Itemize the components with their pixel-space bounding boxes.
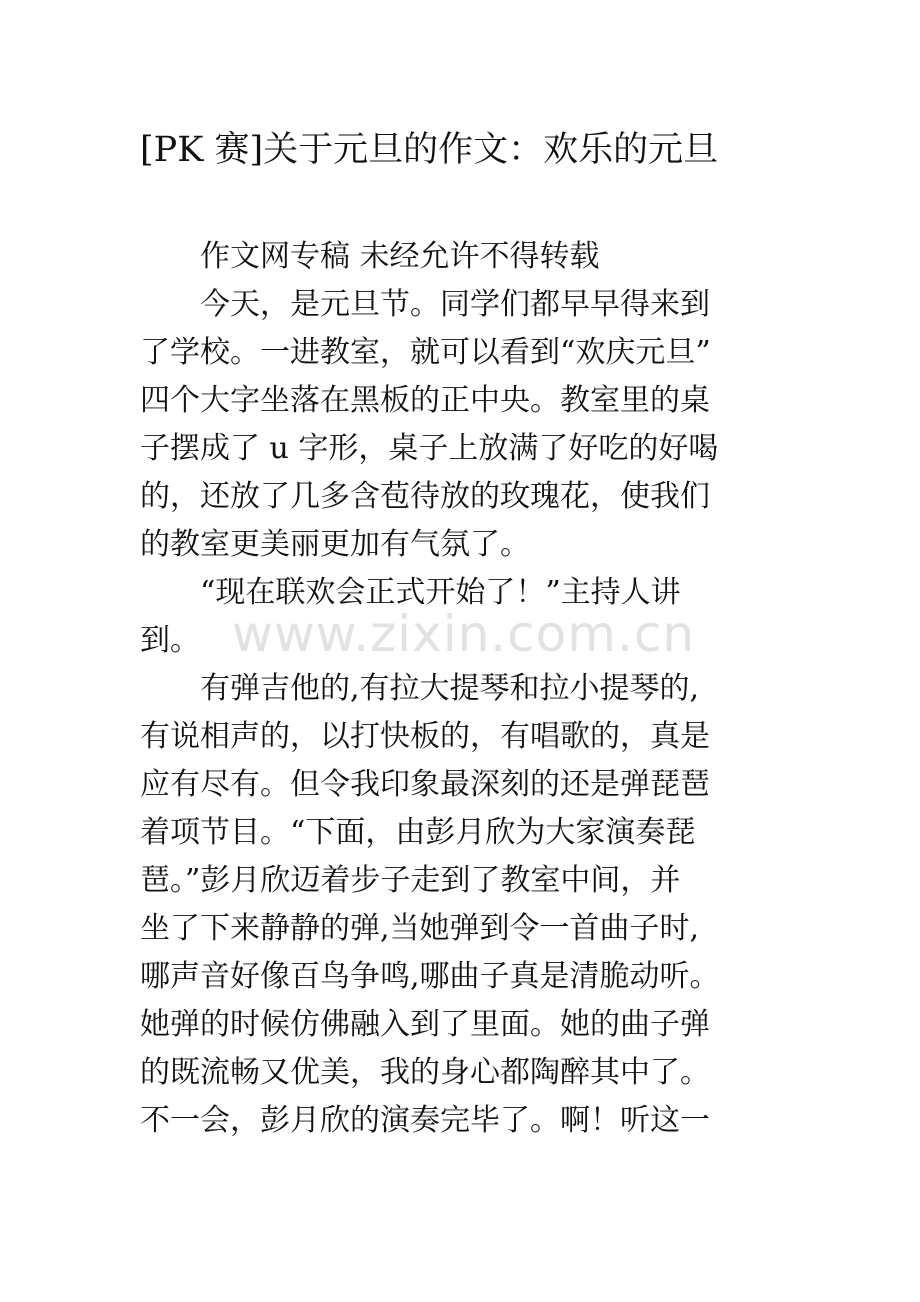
body-line: 琶。”彭月欣迈着步子走到了教室中间，并 — [140, 863, 681, 898]
document-title: [PK 赛]关于元旦的作文：欢乐的元旦 — [140, 130, 719, 170]
body-line: 哪声音好像百鸟争鸣,哪曲子真是清脆动听。 — [140, 959, 720, 994]
body-line: 有弹吉他的,有拉大提琴和拉小提琴的, — [140, 671, 700, 706]
body-line: 有说相声的，以打快板的，有唱歌的，真是 — [140, 719, 710, 754]
body-line: 的，还放了几多含苞待放的玫瑰花，使我们 — [140, 479, 710, 514]
body-line: 应有尽有。但令我印象最深刻的还是弹琵琶 — [140, 767, 710, 802]
body-line: 子摆成了 u 字形，桌子上放满了好吃的好喝 — [140, 431, 719, 466]
body-line: 四个大字坐落在黑板的正中央。教室里的桌 — [140, 383, 710, 418]
body-line: 坐了下来静静的弹,当她弹到令一首曲子时, — [140, 911, 700, 946]
body-line: 的教室更美丽更加有气氛了。 — [140, 527, 530, 562]
body-line: “现在联欢会正式开始了！”主持人讲 — [140, 575, 681, 610]
body-line: 的既流畅又优美，我的身心都陶醉其中了。 — [140, 1055, 710, 1090]
body-line: 了学校。一进教室，就可以看到“欢庆元旦” — [140, 335, 711, 370]
body-line: 到。 — [140, 623, 200, 658]
body-line: 她弹的时候仿佛融入到了里面。她的曲子弹 — [140, 1007, 710, 1042]
body-line: 着项节目。“下面，由彭月欣为大家演奏琵 — [140, 815, 696, 850]
body-line: 今天，是元旦节。同学们都早早得来到 — [140, 287, 710, 322]
body-line-byline: 作文网专稿 未经允许不得转载 — [140, 239, 600, 274]
watermark: www.zixin.com.cn — [232, 605, 696, 663]
body-line: 不一会，彭月欣的演奏完毕了。啊！听这一 — [140, 1103, 710, 1138]
